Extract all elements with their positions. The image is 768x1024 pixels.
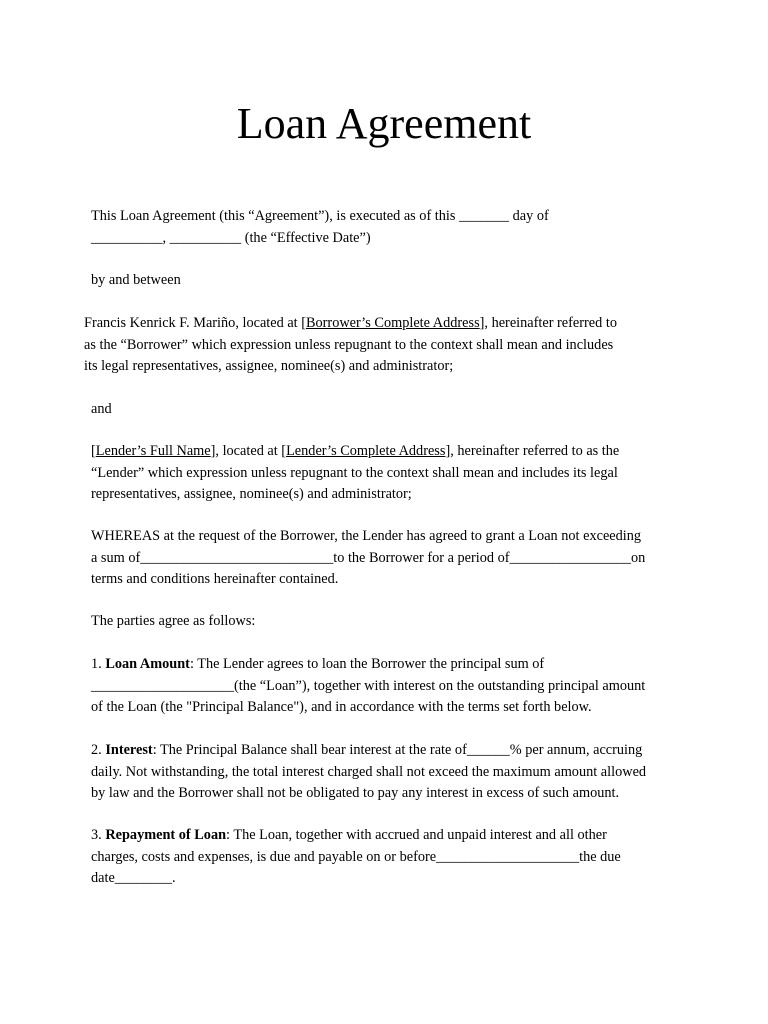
section-2-line-1	[91, 740, 646, 762]
section-1-line-1-rest: : The Lender agrees to loan the Borrower the principal sum of	[189, 656, 545, 672]
section-repayment	[91, 825, 621, 890]
borrower-line-2: as the “Borrower” which expression unless repugnant to the context shall mean and includes	[84, 336, 614, 353]
section-interest	[91, 740, 646, 805]
lender-line-1	[91, 441, 619, 463]
lender-line-2: “Lender” which expression unless repugnant to the context shall mean and includes its legal	[91, 464, 618, 481]
by-and-between-text: by and between	[91, 272, 181, 288]
lender-paragraph	[91, 441, 619, 506]
section-3-line-1-rest: : The Loan, together with accrued and unpaid interest and all other	[226, 827, 607, 843]
borrower-line-3: its legal representatives, assignee, nominee(s) and administrator;	[84, 358, 454, 374]
section-1-line-3: of the Loan (the "Principal Balance"), and in accordance with the terms set forth below.	[91, 699, 592, 715]
intro-paragraph	[91, 206, 549, 249]
lender-line-3: representatives, assignee, nominee(s) and administrator;	[91, 486, 412, 502]
lender-name-placeholder: Lender’s Full Name	[95, 443, 211, 459]
section-2-line-2: daily. Not withstanding, the total interest charged shall not exceed the maximum amount allowed	[91, 763, 647, 780]
whereas-line-1: WHEREAS at the request of the Borrower, the Lender has agreed to grant a Loan not exceeding	[91, 528, 642, 544]
whereas-paragraph	[91, 526, 645, 591]
section-number: 2.	[91, 742, 102, 758]
section-loan-amount	[91, 654, 645, 719]
section-3-line-3: date________.	[91, 870, 176, 886]
borrower-paragraph	[84, 313, 617, 378]
section-heading: Interest	[105, 742, 153, 758]
page-title: Loan Agreement	[236, 99, 532, 148]
and-text: and	[91, 401, 112, 417]
lender-located-text: ], located at [	[210, 443, 287, 459]
intro-line-2: __________, __________ (the “Effective Date”)	[91, 229, 371, 246]
section-2-line-1-rest: : The Principal Balance shall bear interest at the rate of______% per annum, accruing	[152, 742, 643, 758]
section-number: 3.	[91, 827, 102, 843]
borrower-name: Francis Kenrick F. Mariño, located at [	[84, 315, 306, 331]
section-3-line-2: charges, costs and expenses, is due and payable on or before____________________the due	[91, 848, 621, 865]
parties-agree-text: The parties agree as follows:	[91, 613, 256, 629]
section-heading: Loan Amount	[105, 656, 190, 672]
whereas-line-3: terms and conditions hereinafter contained.	[91, 571, 339, 587]
section-1-line-2: ____________________(the “Loan”), together with interest on the outstanding principal amount	[91, 677, 646, 694]
whereas-line-2: a sum of___________________________to the Borrower for a period of_________________on	[91, 549, 646, 566]
section-1-line-1	[91, 654, 645, 676]
section-3-line-1	[91, 825, 621, 847]
lender-address-placeholder: Lender’s Complete Address	[286, 443, 446, 459]
borrower-line-1	[84, 313, 617, 335]
lender-open-bracket: [	[91, 443, 96, 459]
borrower-line-1-suffix: ], hereinafter referred to	[479, 315, 617, 331]
lender-line-1-suffix: ], hereinafter referred to as the	[445, 443, 620, 459]
section-2-line-3: by law and the Borrower shall not be obligated to pay any interest in excess of such amount.	[91, 785, 620, 801]
borrower-address-placeholder: Borrower’s Complete Address	[305, 315, 480, 331]
section-heading: Repayment of Loan	[105, 827, 227, 843]
section-number: 1.	[91, 656, 102, 672]
intro-line-1: This Loan Agreement (this “Agreement”), is executed as of this _______ day of	[91, 208, 549, 224]
